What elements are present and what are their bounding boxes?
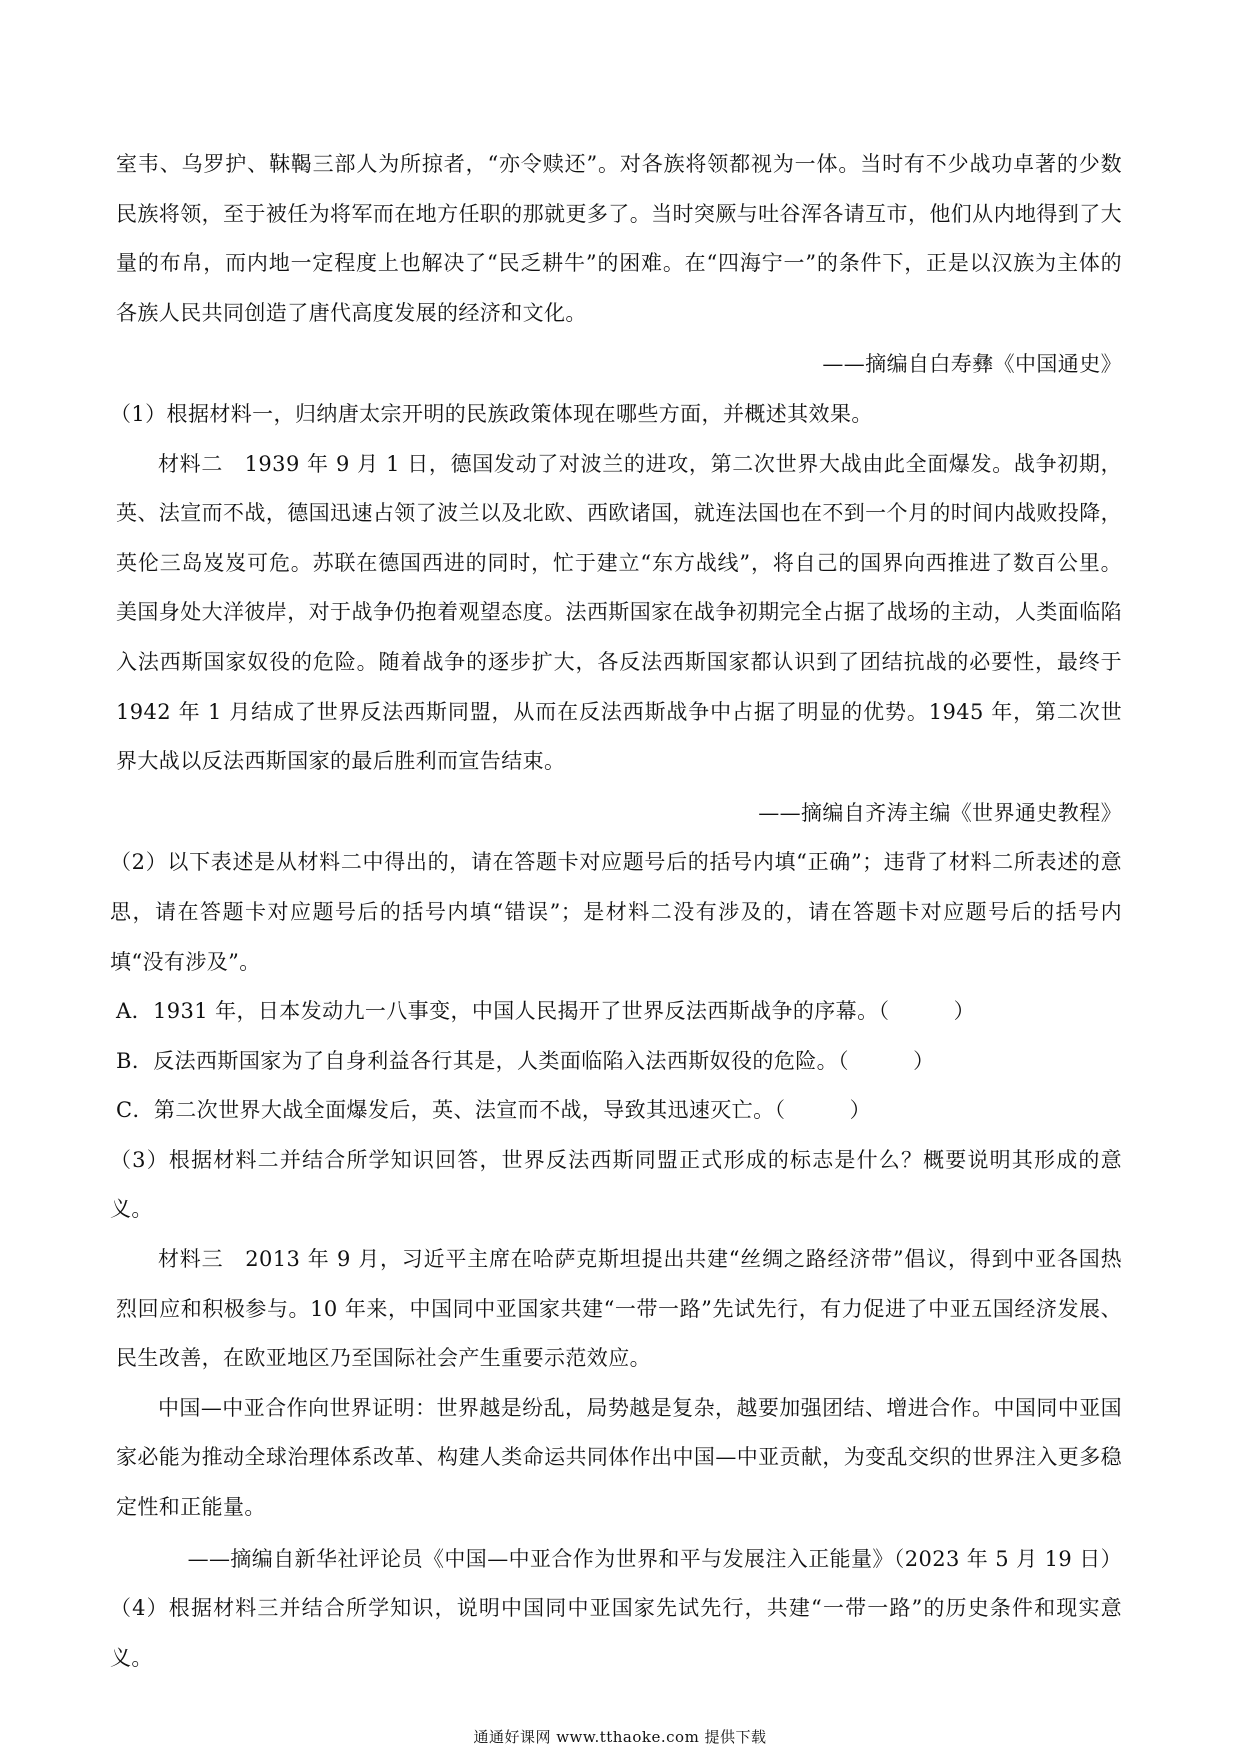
- page-footer: 通通好课网 www.tthaoke.com 提供下载: [473, 1728, 767, 1746]
- material-two-text: 材料二 1939 年 9 月 1 日，德国发动了对波兰的进攻，第二次世界大战由此全面爆发。战争初期，英、法宣而不战，德国迅速占领了波兰以及北欧、西欧诸国，就连法国也在不到一个月的时间内战败投降，英伦三岛岌岌可危。苏联在德国西进的同时，忙于建立“东方战线”，将自己的国界向西推进了数百公里。美国身处大洋彼岸，对于战争仍抱着观望态度。法西斯国家在战争初期完全占据了战场的主动，人类面临陷入法西斯国家奴役的危险。随着战争的逐步扩大，各反法西斯国家都认识到了团结抗战的必要性，最终于 1942 年 1 月结成了世界反法西斯同盟，从而在反法西斯战争中占据了明显的优势。1945 年，第二次世界大战以反法西斯国家的最后胜利而宣告结束。: [116, 451, 1122, 774]
- exam-page: [110, 140, 1122, 1683]
- material-three-source: ——摘编自新华社评论员《中国—中亚合作为世界和平与发展注入正能量》（2023 年 5 月 19 日）: [187, 1546, 1122, 1571]
- material-two-source: ——摘编自齐涛主编《世界通史教程》: [758, 800, 1122, 825]
- material-three-paragraph-1: 材料三 2013 年 9 月，习近平主席在哈萨克斯坦提出共建“丝绸之路经济带”倡议，得到中亚各国热烈回应和积极参与。10 年来，中国同中亚国家共建“一带一路”先试先行，有力促进了中亚五国经济发展、民生改善，在欧亚地区乃至国际社会产生重要示范效应。: [116, 1247, 1122, 1371]
- question-1: （1）根据材料一，归纳唐太宗开明的民族政策体现在哪些方面，并概述其效果。: [110, 401, 873, 426]
- question-2-option-a: A．1931 年，日本发动九一八事变，中国人民揭开了世界反法西斯战争的序幕。（ ）: [116, 999, 975, 1024]
- question-2-prompt: （2）以下表述是从材料二中得出的，请在答题卡对应题号后的括号内填“正确”；违背了材料二所表述的意思，请在答题卡对应题号后的括号内填“错误”；是材料二没有涉及的，请在答题卡对应题号后的括号内填“没有涉及”。: [110, 850, 1122, 974]
- material-one-text: 室韦、乌罗护、靺鞨三部人为所掠者，“亦令赎还”。对各族将领都视为一体。当时有不少战功卓著的少数民族将领，至于被任为将军而在地方任职的那就更多了。当时突厥与吐谷浑各请互市，他们从内地得到了大量的布帛，而内地一定程度上也解决了“民乏耕牛”的困难。在“四海宁一”的条件下，正是以汉族为主体的各族人民共同创造了唐代高度发展的经济和文化。: [116, 152, 1122, 325]
- question-2-option-c: C．第二次世界大战全面爆发后，英、法宣而不战，导致其迅速灭亡。（ ）: [116, 1098, 871, 1123]
- question-4: （4）根据材料三并结合所学知识，说明中国同中亚国家先试先行，共建“一带一路”的历史条件和现实意义。: [110, 1596, 1122, 1670]
- material-one-source: ——摘编自白寿彝《中国通史》: [822, 352, 1122, 377]
- material-three-paragraph-2: 中国—中亚合作向世界证明：世界越是纷乱，局势越是复杂，越要加强团结、增进合作。中国同中亚国家必能为推动全球治理体系改革、构建人类命运共同体作出中国—中亚贡献，为变乱交织的世界注入更多稳定性和正能量。: [116, 1395, 1122, 1520]
- question-3: （3）根据材料二并结合所学知识回答，世界反法西斯同盟正式形成的标志是什么？概要说明其形成的意义。: [110, 1147, 1122, 1222]
- question-2-option-b: B．反法西斯国家为了自身利益各行其是，人类面临陷入法西斯奴役的危险。（ ）: [116, 1048, 935, 1073]
